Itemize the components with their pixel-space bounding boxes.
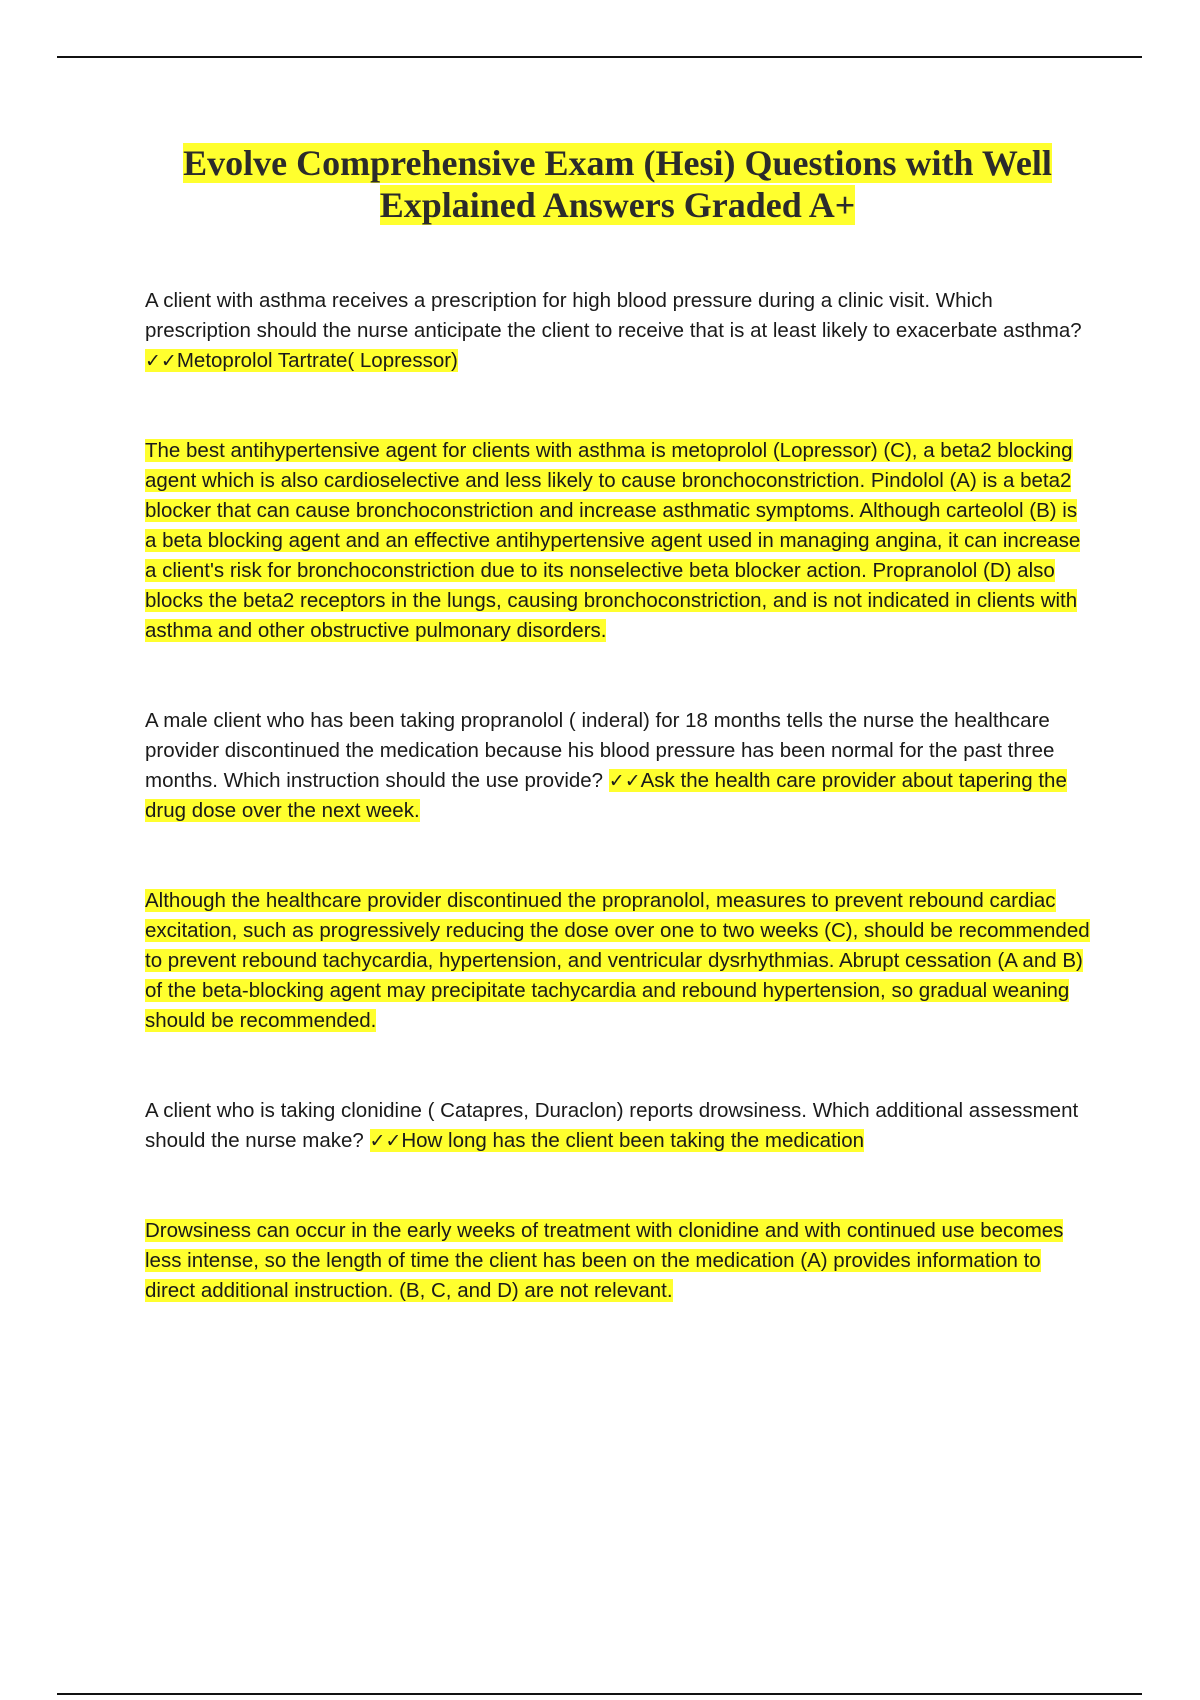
bottom-rule <box>57 1693 1142 1695</box>
check-icon: ✓✓ <box>608 770 641 792</box>
answer-text: Metoprolol Tartrate( Lopressor) <box>176 349 458 372</box>
check-icon: ✓✓ <box>145 350 177 372</box>
check-icon: ✓✓ <box>369 1130 402 1152</box>
explanation-text: The best antihypertensive agent for clients with asthma is metoprolol (Lopressor) (C), a beta2 blocking agent which is also cardioselective and less likely to cause bronchoconstriction. Pindolol (A) is a beta2 blocker that can cause bronchoconstriction and increase asthmatic symptoms. Although carteolol (B) is a beta blocking agent and an effective antihypertensive agent used in managing angina, it can increase a client's risk for bronchoconstriction due to its nonselective beta blocker action. Propranolol (D) also blocks the beta2 receptors in the lungs, causing bronchoconstriction, and is not indicated in clients with asthma and other obstructive pulmonary disorders. <box>145 439 1081 642</box>
question-3 <box>145 1096 1090 1156</box>
question-1 <box>145 286 1090 376</box>
answer-text: How long has the client been taking the medication <box>401 1129 865 1152</box>
explanation-text: Drowsiness can occur in the early weeks of treatment with clonidine and with continued use becomes less intense, so the length of time the client has been on the medication (A) provides information to direct additional instruction. (B, C, and D) are not relevant. <box>145 1219 1064 1302</box>
explanation-3 <box>145 1216 1090 1306</box>
question-text: A client with asthma receives a prescription for high blood pressure during a clinic visit. Which prescription should the nurse anticipate the client to receive that is at least likely to exacerbate asthma? <box>145 289 1082 342</box>
explanation-text: Although the healthcare provider discontinued the propranolol, measures to prevent rebound cardiac excitation, such as progressively reducing the dose over one to two weeks (C), should be recommended to prevent rebound tachycardia, hypertension, and ventricular dysrhythmias. Abrupt cessation (A and B) of the beta-blocking agent may precipitate tachycardia and rebound hypertension, so gradual weaning should be recommended. <box>145 889 1090 1032</box>
answer-text: Ask the health care provider about tapering the drug dose over the next week. <box>145 769 1067 822</box>
question-text: A client who is taking clonidine ( Catapres, Duraclon) reports drowsiness. Which additional assessment should the nurse make? <box>145 1099 1079 1152</box>
document-title <box>145 142 1090 226</box>
top-rule <box>57 56 1142 58</box>
question-2 <box>145 706 1090 826</box>
answer-highlight <box>145 349 458 372</box>
question-text: A male client who has been taking propranolol ( inderal) for 18 months tells the nurse the healthcare provider discontinued the medication because his blood pressure has been normal for the past three months. Which instruction should the use provide? <box>145 709 1055 792</box>
document-body <box>145 142 1090 1366</box>
title-line-1: Evolve Comprehensive Exam (Hesi) Questions with Well <box>183 143 1052 183</box>
explanation-2 <box>145 886 1090 1036</box>
title-line-2: Explained Answers Graded A+ <box>379 185 856 225</box>
answer-highlight <box>370 1129 865 1152</box>
explanation-1 <box>145 436 1090 646</box>
